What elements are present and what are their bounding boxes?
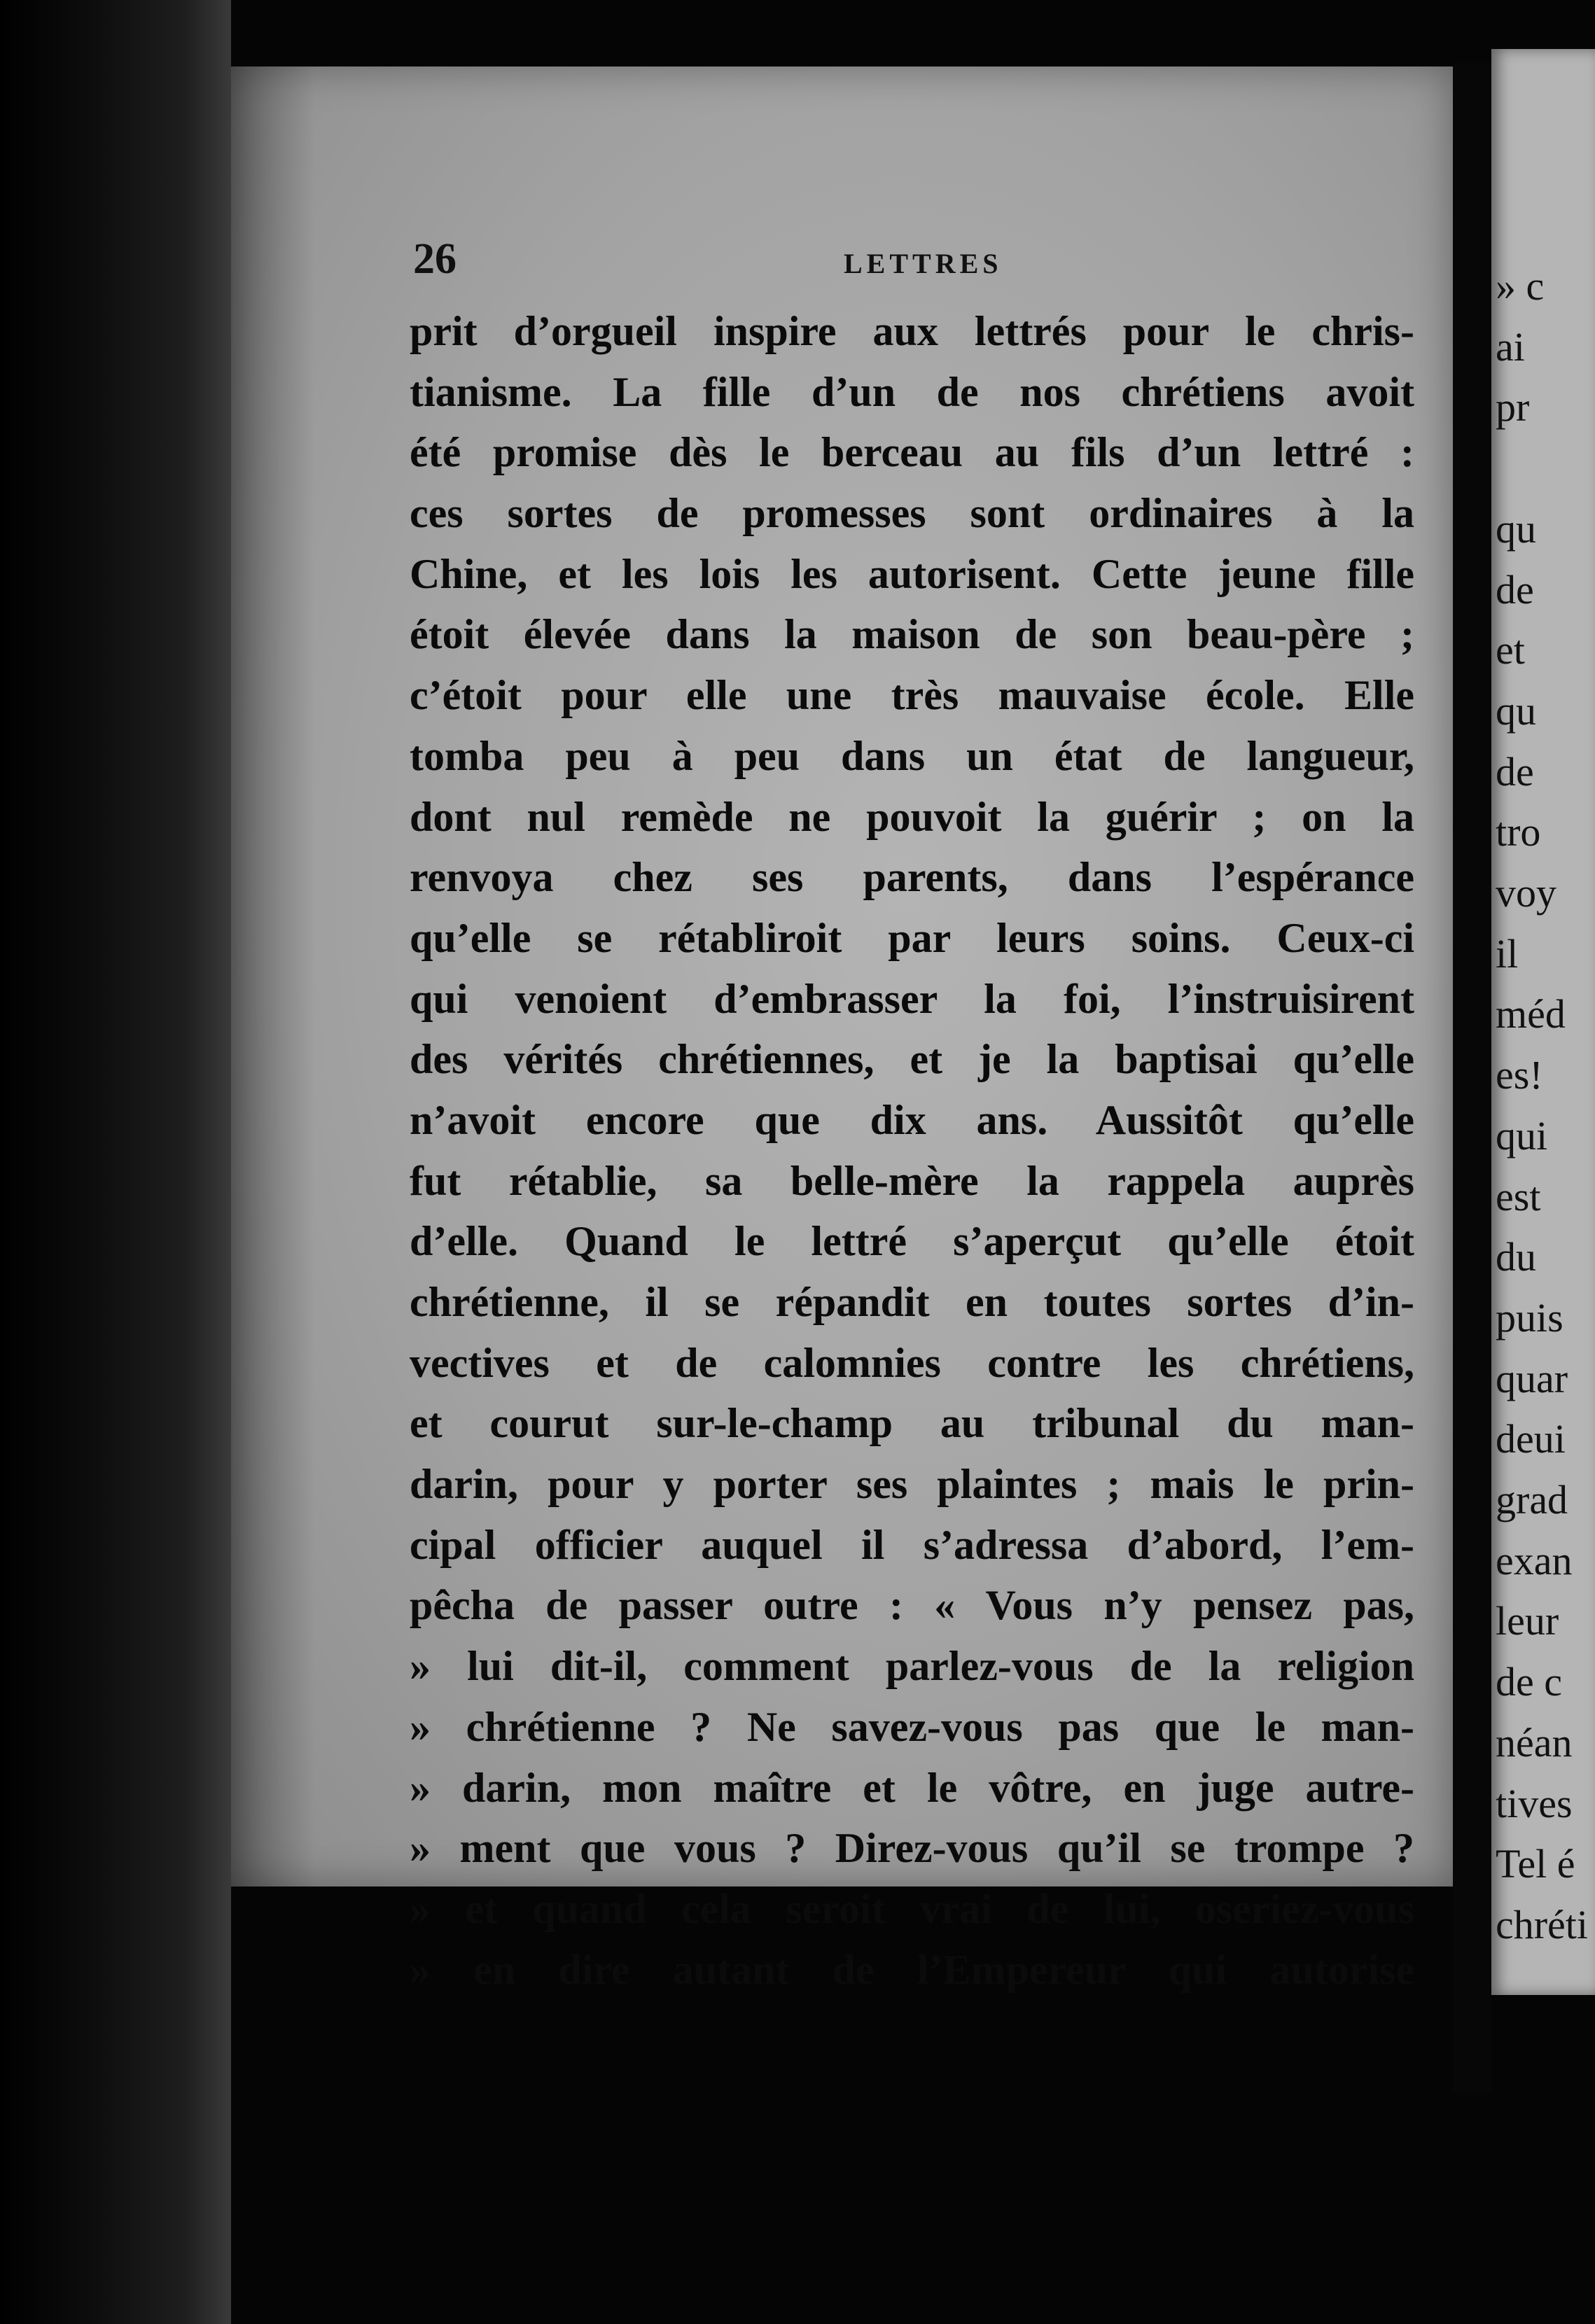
text-line: n’avoit encore que dix ans. Aussitôt qu’elle	[410, 1096, 1414, 1143]
facing-page-fragment: » c	[1496, 263, 1545, 309]
facing-page-fragment: du	[1496, 1234, 1536, 1280]
text-line: vectives et de calomnies contre les chrétiens,	[410, 1339, 1414, 1386]
text-line: renvoya chez ses parents, dans l’espérance	[410, 854, 1414, 901]
text-line: darin, pour y porter ses plaintes ; mais le prin-	[410, 1461, 1414, 1508]
facing-page-fragment: es!	[1496, 1052, 1543, 1098]
facing-page-fragment: de	[1496, 748, 1534, 794]
text-line: fut rétablie, sa belle-mère la rappela auprès	[410, 1157, 1414, 1204]
facing-page-fragment: chréti	[1496, 1901, 1589, 1947]
facing-page-fragment: qu	[1496, 687, 1536, 734]
page-number: 26	[413, 235, 457, 283]
facing-page-fragment: qui	[1496, 1112, 1548, 1158]
text-line: d’elle. Quand le lettré s’aperçut qu’elle étoit	[410, 1218, 1414, 1265]
facing-page-fragment: leur	[1496, 1598, 1559, 1644]
text-line: Chine, et les lois les autorisent. Cette jeune fille	[410, 550, 1414, 597]
text-line: pêcha de passer outre : « Vous n’y pensez pas,	[410, 1582, 1414, 1629]
facing-page-fragment: qu	[1496, 505, 1536, 552]
text-line: » et quand cela seroit vrai de lui, oseriez-vous	[410, 1885, 1414, 1932]
facing-page-fragment: grad	[1496, 1477, 1568, 1522]
facing-page-edge	[1491, 49, 1595, 1995]
facing-page-fragment: pr	[1496, 384, 1530, 430]
text-line: des vérités chrétiennes, et je la baptisai qu’elle	[410, 1036, 1414, 1083]
text-line: dont nul remède ne pouvoit la guérir ; on la	[410, 793, 1414, 840]
text-line: chrétienne, il se répandit en toutes sortes d’in-	[410, 1279, 1414, 1325]
facing-page-fragment: puis	[1496, 1294, 1563, 1340]
facing-page-fragment: et	[1496, 627, 1525, 673]
facing-page-fragment: ai	[1496, 323, 1525, 370]
page-header	[413, 234, 1393, 290]
text-line: tianisme. La fille d’un de nos chrétiens avoit	[410, 368, 1414, 415]
text-line: été promise dès le berceau au fils d’un lettré :	[410, 429, 1414, 476]
facing-page-fragment: méd	[1496, 991, 1566, 1037]
facing-page-fragment: tro	[1496, 809, 1541, 855]
page-body-text	[410, 301, 1414, 2000]
text-line: étoit élevée dans la maison de son beau-père ;	[410, 611, 1414, 658]
text-line: c’étoit pour elle une très mauvaise école. Elle	[410, 672, 1414, 719]
text-line: » chrétienne ? Ne savez-vous pas que le man-	[410, 1703, 1414, 1750]
running-head: LETTRES	[844, 248, 1003, 279]
facing-page-fragment: exan	[1496, 1537, 1573, 1583]
facing-page-fragment: voy	[1496, 870, 1556, 916]
page-gutter	[1453, 63, 1491, 2093]
text-line: prit d’orgueil inspire aux lettrés pour le chris-	[410, 308, 1414, 354]
page-shadow	[231, 66, 315, 1886]
facing-page-fragment: néan	[1496, 1719, 1573, 1765]
text-line: qu’elle se rétabliroit par leurs soins. Ceux-ci	[410, 914, 1414, 961]
facing-page-fragment: de c	[1496, 1659, 1562, 1705]
text-line: et courut sur-le-champ au tribunal du man-	[410, 1400, 1414, 1447]
text-line: » darin, mon maître et le vôtre, en juge autre-	[410, 1764, 1414, 1811]
text-line: » lui dit-il, comment parlez-vous de la religion	[410, 1643, 1414, 1690]
facing-page-fragment: est	[1496, 1173, 1541, 1219]
facing-page-fragment: il	[1496, 930, 1519, 976]
facing-page-fragment: deui	[1496, 1416, 1566, 1462]
book-binding	[0, 0, 231, 2324]
text-line: tomba peu à peu dans un état de langueur,	[410, 732, 1414, 779]
text-line: » en dire autant de l’Empereur qui autorise	[410, 1946, 1414, 1993]
text-line: cipal officier auquel il s’adressa d’abord, l’em-	[410, 1521, 1414, 1568]
facing-page-fragment: quar	[1496, 1355, 1568, 1401]
facing-page-fragment: tives	[1496, 1780, 1573, 1826]
text-line: qui venoient d’embrasser la foi, l’instruisirent	[410, 975, 1414, 1022]
text-line: ces sortes de promesses sont ordinaires à la	[410, 490, 1414, 537]
facing-page-fragment: Tel é	[1496, 1841, 1575, 1887]
facing-page-fragment: de	[1496, 566, 1534, 612]
text-line: » ment que vous ? Direz-vous qu’il se trompe ?	[410, 1825, 1414, 1872]
